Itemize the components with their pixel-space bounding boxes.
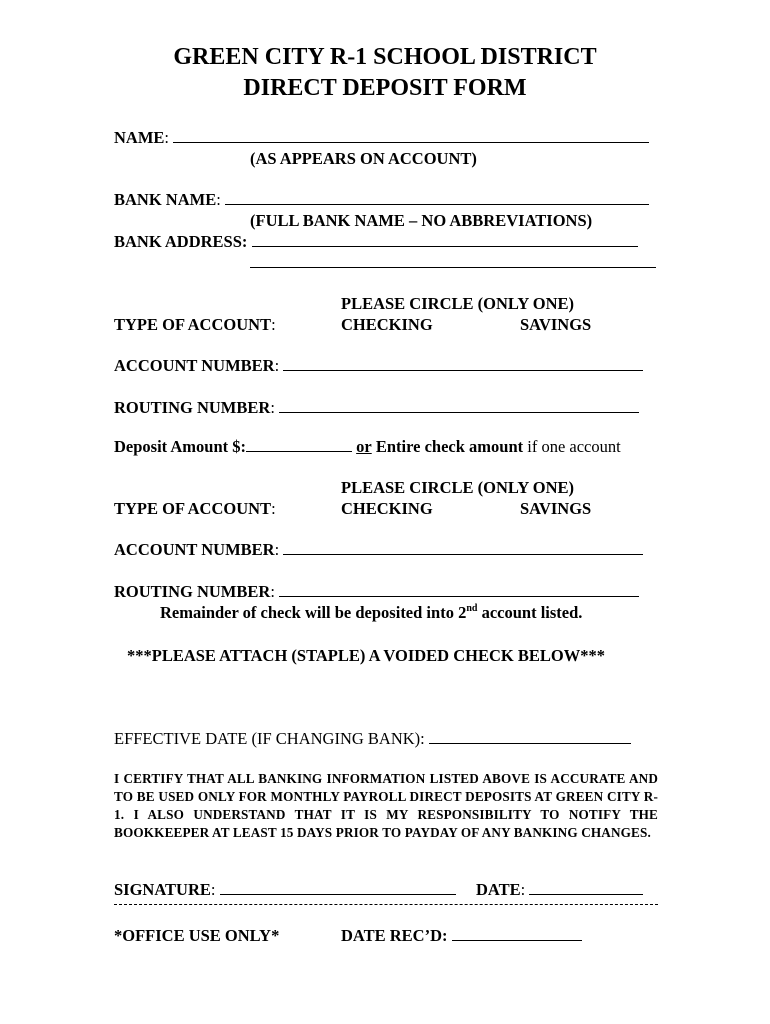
date-recd-field[interactable]	[452, 926, 582, 941]
routing-number-field-2[interactable]	[279, 582, 639, 597]
date-recd-row	[341, 926, 582, 946]
routing-number-row-2: ROUTING NUMBER:	[114, 582, 639, 602]
signature-field[interactable]	[220, 880, 456, 895]
bank-address-row-2	[250, 253, 656, 273]
date-field[interactable]	[529, 880, 643, 895]
account-type-label-2: TYPE OF ACCOUNT	[114, 499, 272, 518]
deposit-amount-field[interactable]	[246, 437, 352, 452]
routing-number-label-1: ROUTING NUMBER	[114, 398, 271, 417]
signature-label: SIGNATURE	[114, 880, 211, 899]
form-title-line1: GREEN CITY R-1 SCHOOL DISTRICT	[173, 44, 597, 70]
bank-address-field-1[interactable]	[252, 232, 638, 247]
routing-number-label-2: ROUTING NUMBER	[114, 582, 271, 601]
date-row: DATE:	[476, 880, 643, 900]
name-note: (AS APPEARS ON ACCOUNT)	[250, 149, 477, 168]
bank-name-row: BANK NAME:	[114, 190, 649, 210]
savings-option-1[interactable]: SAVINGS	[520, 315, 592, 334]
account-type-row-2: TYPE OF ACCOUNT:	[114, 499, 276, 518]
checking-option-2[interactable]: CHECKING	[341, 499, 433, 518]
office-use-label: *OFFICE USE ONLY*	[114, 926, 280, 945]
deposit-amount-row	[114, 437, 621, 457]
remainder-note	[160, 603, 582, 623]
effective-date-row	[114, 729, 631, 749]
account-type-row-1: TYPE OF ACCOUNT:	[114, 315, 276, 334]
remainder-sup: nd	[466, 602, 478, 614]
circle-note-2: PLEASE CIRCLE (ONLY ONE)	[341, 478, 575, 497]
savings-option-2[interactable]: SAVINGS	[520, 499, 592, 518]
account-number-row-2: ACCOUNT NUMBER:	[114, 540, 643, 560]
effective-date-label: EFFECTIVE DATE (IF CHANGING BANK):	[114, 729, 425, 748]
name-field[interactable]	[173, 128, 649, 143]
name-row: NAME:	[114, 128, 649, 148]
remainder-prefix: Remainder of check will be deposited into 2	[160, 603, 467, 622]
circle-note-1: PLEASE CIRCLE (ONLY ONE)	[341, 294, 575, 313]
office-divider	[114, 904, 658, 905]
attach-check-note: ***PLEASE ATTACH (STAPLE) A VOIDED CHECK BELOW***	[127, 646, 605, 665]
bank-name-note: (FULL BANK NAME – NO ABBREVIATIONS)	[250, 211, 593, 230]
if-one-account-label: if one account	[527, 437, 621, 456]
account-number-field-1[interactable]	[283, 356, 643, 371]
account-number-field-2[interactable]	[283, 540, 643, 555]
or-label: or	[356, 437, 372, 456]
account-number-label-1: ACCOUNT NUMBER	[114, 356, 275, 375]
account-number-row-1: ACCOUNT NUMBER:	[114, 356, 643, 376]
routing-number-row-1: ROUTING NUMBER:	[114, 398, 639, 418]
bank-name-label: BANK NAME	[114, 190, 217, 209]
checking-option-1[interactable]: CHECKING	[341, 315, 433, 334]
bank-address-row	[114, 232, 638, 252]
name-label: NAME	[114, 128, 165, 147]
routing-number-field-1[interactable]	[279, 398, 639, 413]
bank-name-field[interactable]	[225, 190, 649, 205]
signature-row: SIGNATURE:	[114, 880, 456, 900]
form-title-line2: DIRECT DEPOSIT FORM	[243, 75, 527, 101]
bank-address-field-2[interactable]	[250, 253, 656, 268]
date-recd-label: DATE REC’D:	[341, 926, 448, 945]
bank-address-label: BANK ADDRESS:	[114, 232, 248, 251]
deposit-amount-label: Deposit Amount $:	[114, 437, 247, 456]
account-type-label-1: TYPE OF ACCOUNT	[114, 315, 272, 334]
account-number-label-2: ACCOUNT NUMBER	[114, 540, 275, 559]
date-label: DATE	[476, 880, 521, 899]
entire-check-label: Entire check amount	[375, 437, 524, 456]
remainder-suffix: account listed.	[477, 603, 583, 622]
effective-date-field[interactable]	[429, 729, 631, 744]
certification-text: I CERTIFY THAT ALL BANKING INFORMATION LISTED ABOVE IS ACCURATE AND TO BE USED ONLY FOR MONTHLY PAYROLL DIRECT DEPOSITS AT GREEN CITY R-1. I ALSO UNDERSTAND THAT IT IS MY RESPONSIBILITY TO NOTIFY THE BOOKKEEPER AT LEAST 15 DAYS PRIOR TO PAYDAY OF ANY BANKING CHANGES.	[114, 771, 658, 840]
